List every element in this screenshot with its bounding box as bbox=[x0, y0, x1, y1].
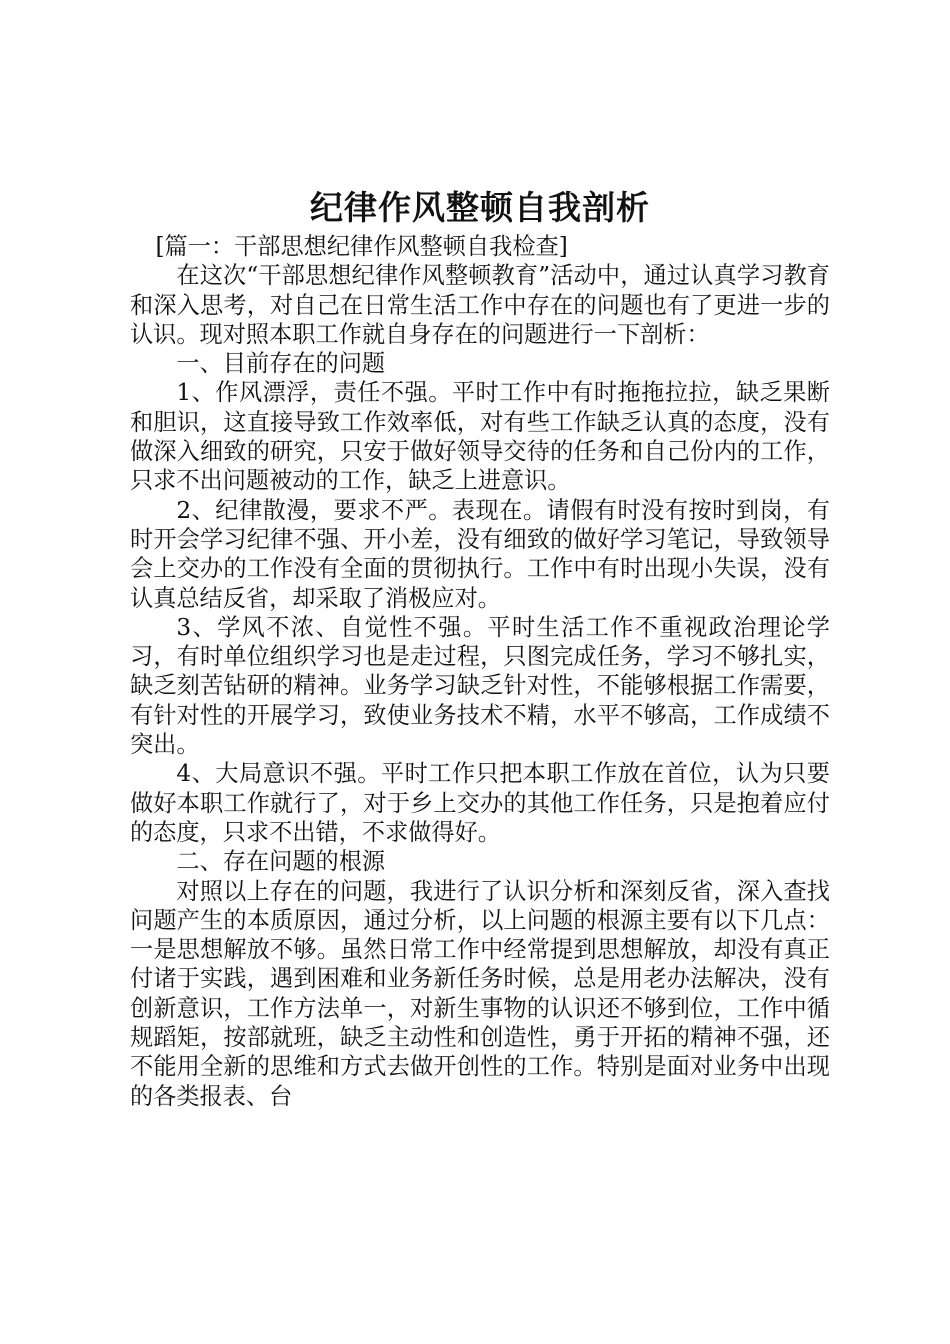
document-subtitle: [篇一：干部思想纪律作风整顿自我检查] bbox=[155, 233, 568, 260]
paragraph-root-causes: 对照以上存在的问题，我进行了认识分析和深刻反省，深入查找问题产生的本质原因，通过分析，以上问题的根源主要有以下几点：一是思想解放不够。虽然日常工作中经常提到思想解放，却没有真正付诸于实践，遇到困难和业务新任务时候，总是用老办法解决，没有创新意识，工作方法单一，对新生事物的认识还不够到位，工作中循规蹈矩，按部就班，缺乏主动性和创造性，勇于开拓的精神不强，还不能用全新的思维和方式去做开创性的工作。特别是面对业务中出现的各类报表、台 bbox=[130, 877, 830, 1110]
section-heading-current-problems: 一、目前存在的问题 bbox=[176, 350, 386, 378]
paragraph-problem-1: 1、作风漂浮，责任不强。平时工作中有时拖拖拉拉，缺乏果断和胆识，这直接导致工作效率低，对有些工作缺乏认真的态度，没有做深入细致的研究，只安于做好领导交待的任务和自己份内的工作，只求不出问题被动的工作，缺乏上进意识。 bbox=[130, 379, 830, 495]
section-heading-root-causes: 二、存在问题的根源 bbox=[176, 848, 386, 876]
document-title: 纪律作风整顿自我剖析 bbox=[310, 188, 650, 227]
paragraph-problem-2: 2、纪律散漫，要求不严。表现在。请假有时没有按时到岗，有时开会学习纪律不强、开小差，没有细致的做好学习笔记，导致领导会上交办的工作没有全面的贯彻执行。工作中有时出现小失误，没有认真总结反省，却采取了消极应对。 bbox=[130, 496, 830, 612]
paragraph-intro: 在这次“干部思想纪律作风整顿教育”活动中，通过认真学习教育和深入思考，对自己在日常生活工作中存在的问题也有了更进一步的认识。现对照本职工作就自身存在的问题进行一下剖析： bbox=[130, 262, 830, 348]
paragraph-problem-4: 4、大局意识不强。平时工作只把本职工作放在首位，认为只要做好本职工作就行了，对于乡上交办的其他工作任务，只是抱着应付的态度，只求不出错，不求做得好。 bbox=[130, 760, 830, 846]
paragraph-problem-3: 3、学风不浓、自觉性不强。平时生活工作不重视政治理论学习，有时单位组织学习也是走过程，只图完成任务，学习不够扎实，缺乏刻苦钻研的精神。业务学习缺乏针对性，不能够根据工作需要，有针对性的开展学习，致使业务技术不精，水平不够高，工作成绩不突出。 bbox=[130, 613, 830, 759]
document-page bbox=[130, 186, 830, 1111]
